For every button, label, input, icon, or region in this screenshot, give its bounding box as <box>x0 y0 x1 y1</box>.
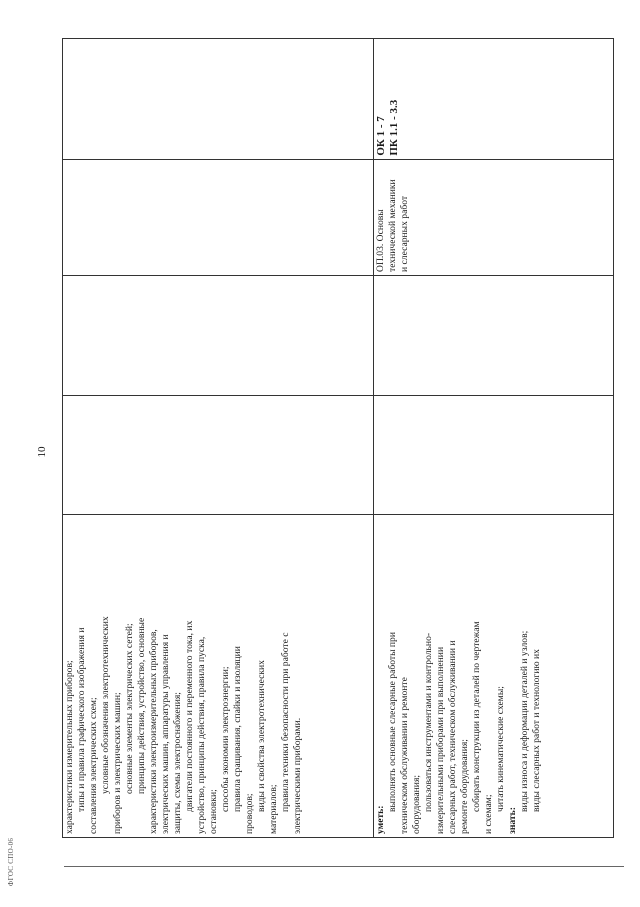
table-row <box>374 39 614 838</box>
text-line: устройство, принципы действия, правила пуска, <box>195 636 207 834</box>
text-line: типы и правила графического изображения и <box>75 627 87 812</box>
footer-divider <box>64 866 624 867</box>
text-line: ОП.03. Основы <box>375 209 386 272</box>
table-cell-competencies <box>374 39 614 160</box>
text-line: материалов; <box>267 784 279 834</box>
curriculum-table <box>62 38 614 838</box>
text-line: защиты, схемы электроснабжения; <box>171 692 183 834</box>
text-line: характеристики электроизмерительных приборов, <box>147 629 159 834</box>
text-line: остановки; <box>207 789 219 834</box>
section-label-uet: уметь: <box>375 805 386 834</box>
text-line: электрическими приборами. <box>291 717 303 834</box>
text-line: измерительными приборами при выполнении <box>434 646 446 834</box>
competency-codes <box>375 42 401 156</box>
text-line: собирать конструкции из деталей по чертежам <box>470 621 482 812</box>
table-cell-empty <box>63 275 374 395</box>
text-line: и схемам; <box>482 794 494 834</box>
text-line: выполнять основные слесарные работы при <box>386 632 398 812</box>
text-line: правила сращивания, спайки и изоляции <box>231 646 243 812</box>
text-line: техническом обслуживании и ремонте <box>398 677 410 834</box>
competency-ok: ОК 1 - 7 <box>375 116 387 156</box>
table-cell-empty <box>374 275 614 395</box>
page-number: 10 <box>36 446 48 458</box>
text-line: приборов и электрических машин; <box>111 692 123 834</box>
table-cell-empty <box>63 39 374 160</box>
requirements-text <box>64 518 304 834</box>
text-line: и слесарных работ <box>398 195 410 272</box>
text-line: составления электрических схем; <box>87 697 99 834</box>
text-line: электрических машин, аппаратуры управления и <box>159 634 171 834</box>
table-cell-empty <box>374 395 614 515</box>
table-cell-requirements <box>63 515 374 838</box>
text-line: технической механики <box>386 179 398 272</box>
text-line: виды слесарных работ и технологию их <box>530 649 542 812</box>
text-line: принципы действия, устройство, основные <box>135 617 147 794</box>
competency-pk: ПК 1.1 - 3.3 <box>388 99 401 156</box>
text-line: условные обозначения электротехнических <box>99 616 111 794</box>
section-label-znat: знать: <box>506 807 518 834</box>
text-line: способы экономии электроэнергии; <box>219 666 231 812</box>
table-row <box>63 39 374 838</box>
requirements-text <box>375 518 543 834</box>
discipline-name <box>375 163 411 272</box>
text-line: основные элементы электрических сетей; <box>123 623 135 794</box>
table-cell-empty <box>63 159 374 275</box>
table-cell-requirements <box>374 515 614 838</box>
text-line: двигатели постоянного и переменного тока, их <box>183 620 195 812</box>
text-line: виды износа и деформации деталей и узлов; <box>518 630 530 812</box>
rotated-page-content <box>62 38 614 838</box>
table-cell-empty <box>63 395 374 515</box>
footer-code: ФГОС СПО-06 <box>7 837 15 887</box>
table-cell-discipline <box>374 159 614 275</box>
text-line: виды и свойства электротехнических <box>255 660 267 812</box>
text-line: оборудования; <box>410 774 422 834</box>
text-line: правила техники безопасности при работе с <box>279 632 291 812</box>
text-line: слесарных работ, техническом обслуживании и <box>446 640 458 834</box>
text-line: ремонте оборудования; <box>458 739 470 834</box>
text-line: пользоваться инструментами и контрольно- <box>422 632 434 812</box>
text-line: читать кинематические схемы; <box>494 686 506 812</box>
text-line: характеристики измерительных приборов; <box>64 660 75 834</box>
text-line: проводов; <box>243 793 255 834</box>
